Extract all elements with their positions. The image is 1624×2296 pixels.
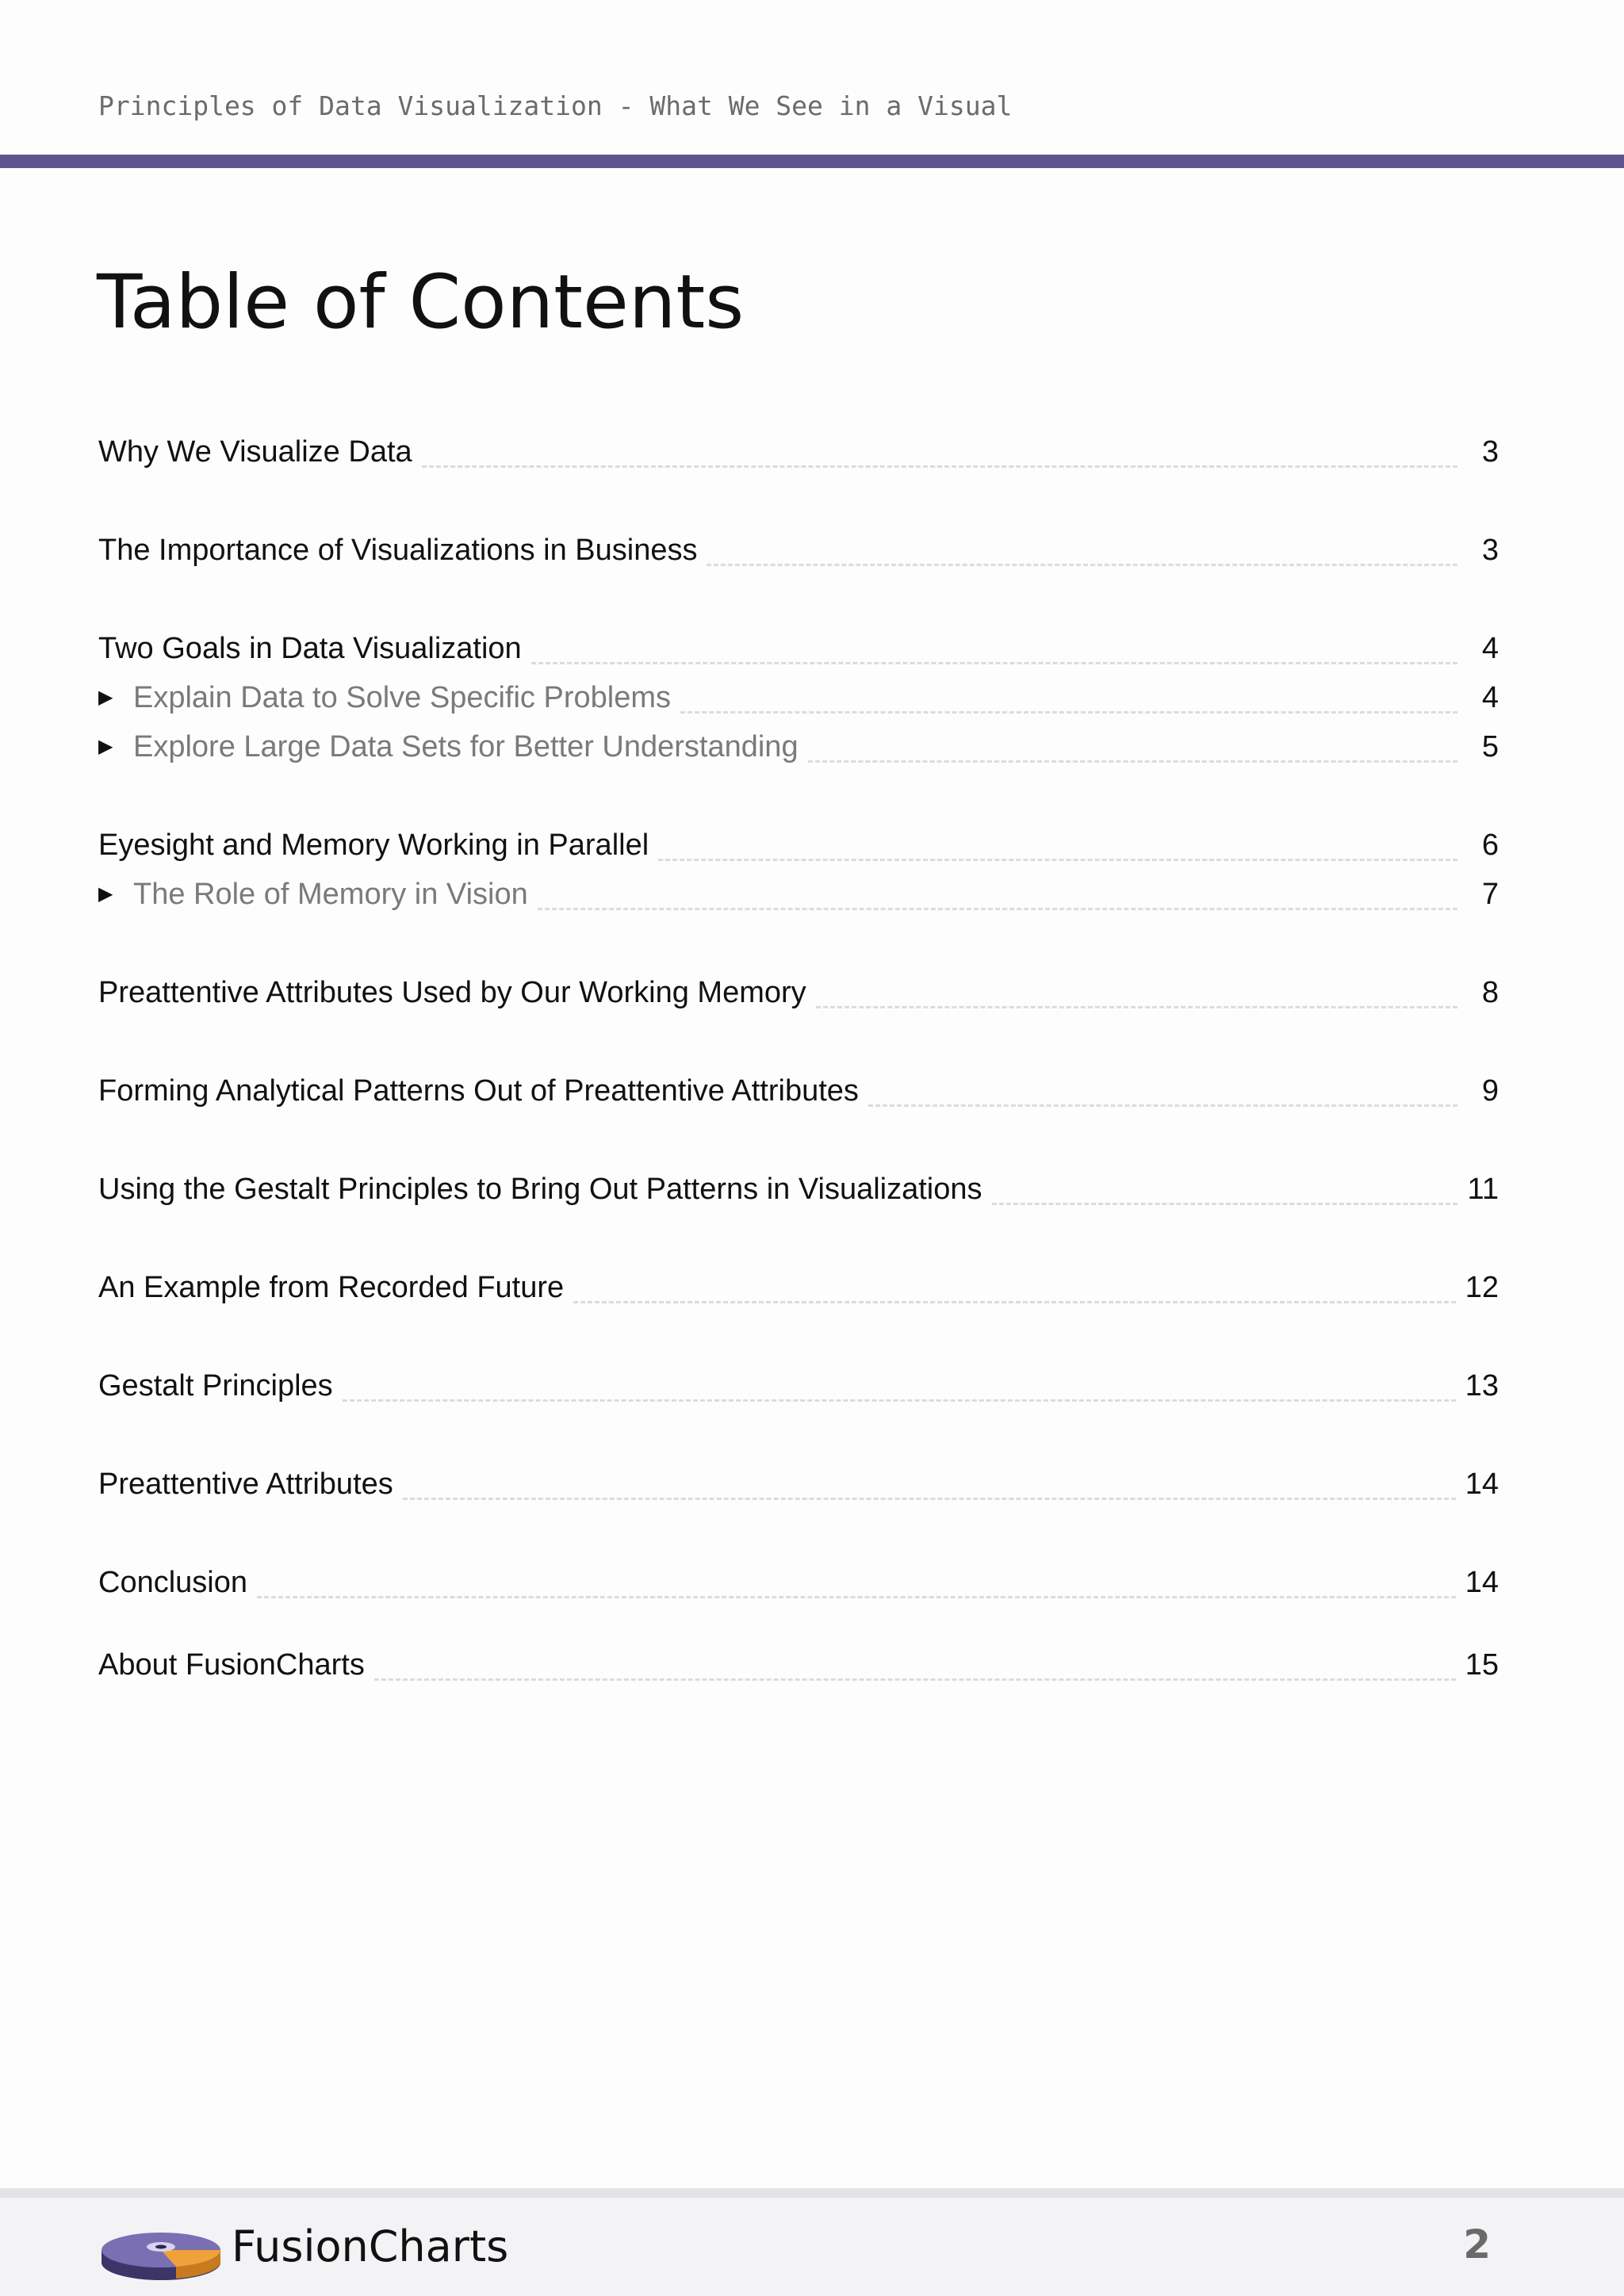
dotted-leader: [257, 1596, 1456, 1598]
toc-entry-label: An Example from Recorded Future: [98, 1271, 565, 1304]
dotted-leader: [658, 859, 1457, 861]
toc-entry-label: The Role of Memory in Vision: [133, 878, 528, 911]
toc-entry-label: Explain Data to Solve Specific Problems: [133, 681, 671, 714]
toc-subentry[interactable]: [98, 725, 1499, 769]
toc-entry-page: 14: [1465, 1468, 1499, 1501]
toc-entry[interactable]: [98, 1364, 1499, 1408]
dotted-leader: [816, 1006, 1457, 1008]
toc-entry[interactable]: [98, 970, 1499, 1015]
toc-entry[interactable]: [98, 430, 1499, 474]
toc-entry-label: Explore Large Data Sets for Better Understanding: [133, 730, 799, 763]
toc-entry-page: 5: [1481, 730, 1499, 763]
dotted-leader: [992, 1203, 1457, 1205]
dotted-leader: [374, 1678, 1456, 1681]
dotted-leader: [422, 465, 1457, 468]
dotted-leader: [403, 1498, 1456, 1500]
toc-entry[interactable]: [98, 1265, 1499, 1310]
toc-entry-page: 12: [1465, 1271, 1499, 1304]
toc-entry-page: 3: [1481, 534, 1499, 567]
toc-entry[interactable]: [98, 823, 1499, 867]
toc-title: Table of Contents: [97, 259, 745, 346]
toc-entry[interactable]: [98, 528, 1499, 572]
toc-entry-label: Forming Analytical Patterns Out of Preattentive Attributes: [98, 1074, 859, 1108]
dotted-leader: [808, 760, 1457, 763]
toc-entry-label: Gestalt Principles: [98, 1369, 333, 1402]
toc-entry-label: The Importance of Visualizations in Business: [98, 534, 698, 567]
triangle-bullet-icon: ▶: [98, 883, 113, 905]
toc-entry-label: Conclusion: [98, 1566, 247, 1599]
dotted-leader: [573, 1301, 1456, 1303]
dotted-leader: [538, 908, 1457, 910]
toc-entry-page: 14: [1465, 1566, 1499, 1599]
toc-entry-label: About FusionCharts: [98, 1648, 365, 1682]
toc-entry-label: Using the Gestalt Principles to Bring Out Patterns in Visualizations: [98, 1173, 982, 1206]
toc-entry[interactable]: [98, 1643, 1499, 1687]
toc-entry-page: 4: [1481, 681, 1499, 714]
dotted-leader: [343, 1399, 1456, 1402]
footer-brand-name: FusionCharts: [232, 2221, 509, 2271]
toc-entry-page: 4: [1481, 632, 1499, 665]
toc-entry-page: 15: [1465, 1648, 1499, 1682]
dotted-leader: [868, 1104, 1457, 1107]
toc-entry-page: 7: [1481, 878, 1499, 911]
triangle-bullet-icon: ▶: [98, 736, 113, 757]
fusioncharts-pie-logo-icon: [97, 2215, 225, 2283]
dotted-leader: [531, 662, 1457, 664]
toc-entry-label: Eyesight and Memory Working in Parallel: [98, 828, 649, 862]
toc-entry-page: 9: [1481, 1074, 1499, 1108]
toc-entry[interactable]: [98, 1167, 1499, 1211]
toc-entry-label: Preattentive Attributes Used by Our Working Memory: [98, 976, 806, 1009]
toc-entry-page: 6: [1481, 828, 1499, 862]
triangle-bullet-icon: ▶: [98, 687, 113, 708]
toc-subentry[interactable]: [98, 872, 1499, 916]
toc-subentry[interactable]: [98, 675, 1499, 720]
toc-entry-page: 3: [1481, 435, 1499, 469]
toc-entry[interactable]: [98, 1462, 1499, 1506]
toc-entry-page: 8: [1481, 976, 1499, 1009]
dotted-leader: [707, 564, 1457, 566]
toc-entry[interactable]: [98, 1560, 1499, 1605]
toc-entry[interactable]: [98, 1069, 1499, 1113]
toc-entry-label: Two Goals in Data Visualization: [98, 632, 522, 665]
toc-entry[interactable]: [98, 626, 1499, 671]
toc-entry-label: Why We Visualize Data: [98, 435, 412, 469]
toc-entry-label: Preattentive Attributes: [98, 1468, 393, 1501]
toc-entry-page: 13: [1465, 1369, 1499, 1402]
toc-entry-page: 11: [1467, 1173, 1499, 1206]
running-header: Principles of Data Visualization - What We See in a Visual: [98, 90, 1013, 121]
footer-page-number: 2: [1463, 2221, 1491, 2267]
dotted-leader: [680, 711, 1457, 714]
